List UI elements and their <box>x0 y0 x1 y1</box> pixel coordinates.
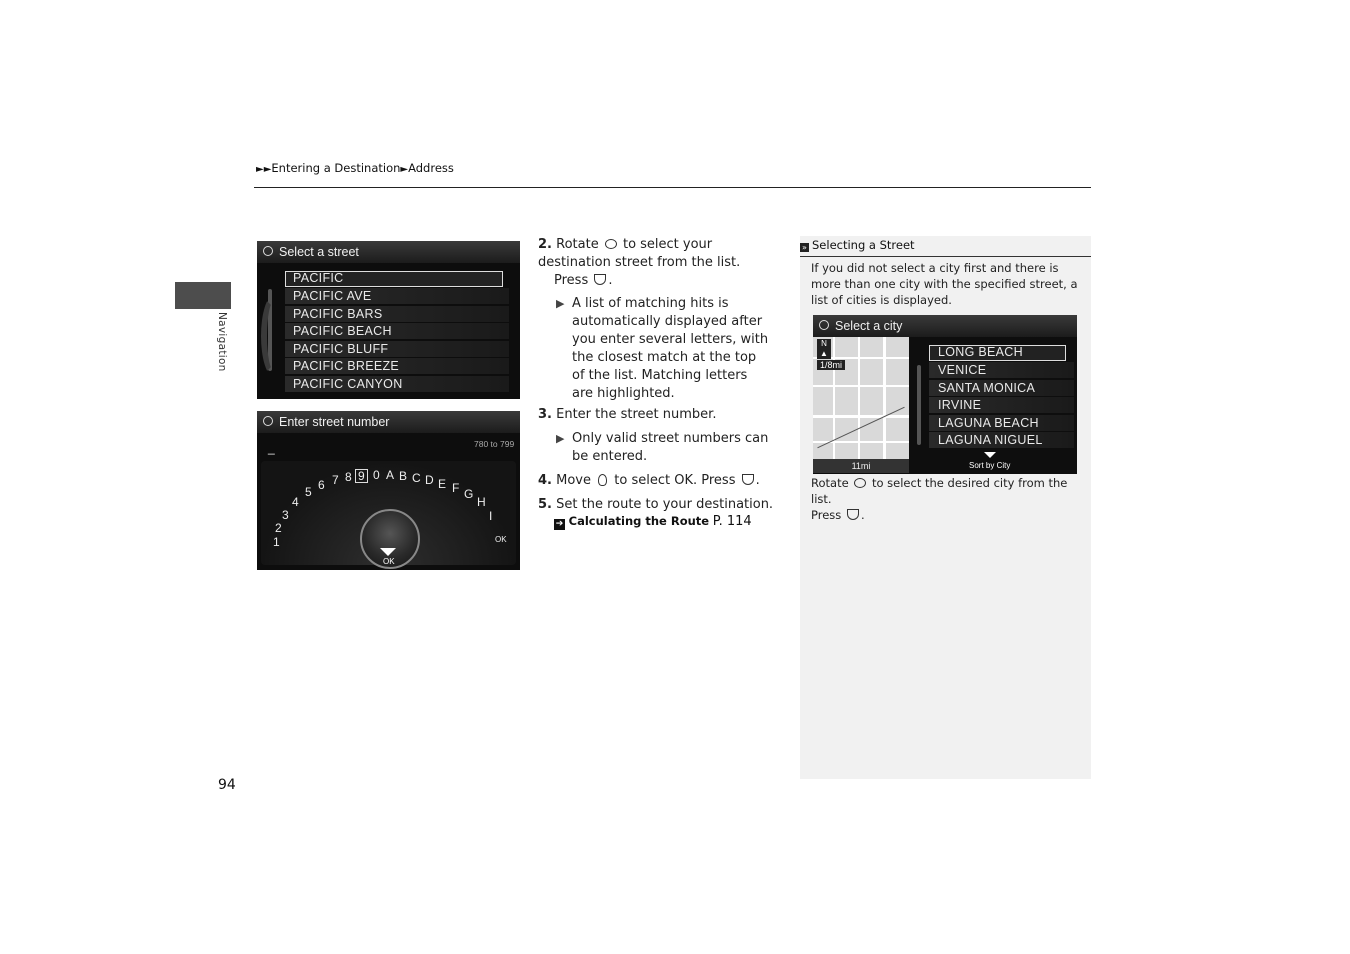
step-5 <box>538 496 778 514</box>
key[interactable]: 3 <box>282 508 289 522</box>
step-number: 5. <box>538 497 552 512</box>
key-selected[interactable]: 9 <box>355 469 368 483</box>
step-text: Enter the street number. <box>556 407 717 422</box>
reference-title[interactable]: Calculating the Route <box>568 514 710 528</box>
ok-key[interactable]: OK <box>495 535 507 544</box>
reference-arrow-icon: ➔ <box>555 519 564 529</box>
page-number: 94 <box>218 777 236 793</box>
screen-title-text: Select a street <box>279 245 359 259</box>
screen-select-city <box>813 315 1077 474</box>
input-cursor[interactable]: _ <box>268 441 275 455</box>
note-sidebar <box>800 236 1091 779</box>
sidebar-caption: Rotate to select the desired city from the list. Press . <box>811 476 1068 522</box>
breadcrumb <box>256 161 454 175</box>
step-2 <box>538 236 778 272</box>
sidebar-heading <box>800 236 1091 257</box>
key[interactable]: 8 <box>345 470 352 484</box>
key[interactable]: 0 <box>373 468 380 482</box>
breadcrumb-part-1[interactable]: Entering a Destination <box>271 161 401 175</box>
step-text: to select your destination street from the list. <box>538 237 741 270</box>
key[interactable]: 6 <box>318 478 325 492</box>
caption-text: Press <box>811 508 842 522</box>
list-item[interactable]: PACIFIC BLUFF <box>285 341 509 357</box>
breadcrumb-arrows: ►► <box>256 164 272 175</box>
screen-title <box>257 241 520 263</box>
reference-page[interactable]: P. 114 <box>712 514 752 529</box>
bullet-arrow-icon: ▶ <box>556 297 565 310</box>
scroll-track <box>917 365 921 445</box>
key[interactable]: D <box>425 473 434 487</box>
list-item[interactable]: PACIFIC BREEZE <box>285 358 509 374</box>
step-text: Move <box>556 473 591 488</box>
key[interactable]: 2 <box>275 521 282 535</box>
key[interactable]: F <box>452 481 460 495</box>
interface-dial-icon <box>854 478 866 488</box>
ok-arrow-icon <box>380 548 396 556</box>
section-tab-label: Navigation <box>216 312 228 372</box>
list-item[interactable]: PACIFIC BEACH <box>285 323 509 339</box>
bullet-arrow-icon: ▶ <box>556 432 565 445</box>
step-number: 4. <box>538 473 552 488</box>
step-3 <box>538 406 778 424</box>
map-scale-bottom: 11mi <box>813 459 909 473</box>
key[interactable]: 4 <box>292 495 299 509</box>
map-view[interactable] <box>813 337 909 473</box>
key[interactable]: B <box>399 469 408 483</box>
list-item[interactable]: PACIFIC <box>285 271 503 287</box>
number-range: 780 to 799 <box>474 439 515 449</box>
list-item[interactable]: PACIFIC AVE <box>285 288 509 304</box>
interface-dial-icon <box>605 239 617 249</box>
voice-icon <box>263 246 273 256</box>
step-4: 4. Move to select OK. Press . <box>538 473 760 488</box>
caption-text: to select the desired city from the list. <box>811 476 1068 506</box>
key[interactable]: 7 <box>332 473 339 487</box>
key[interactable]: G <box>464 487 474 501</box>
screen-enter-number <box>257 411 520 570</box>
list-item[interactable]: LAGUNA BEACH <box>929 415 1074 431</box>
screen-title <box>813 315 1077 337</box>
step-number: 2. <box>538 237 552 252</box>
step-text: . Press <box>693 473 736 488</box>
screen-title-text: Select a city <box>835 319 903 333</box>
screen-title-text: Enter street number <box>279 415 390 429</box>
step-2-note: A list of matching hits is automatically displayed after you enter several letters, with the closest match at the top of the list. Matching letters are highlighted. <box>572 296 769 401</box>
key[interactable]: 1 <box>273 535 280 549</box>
key[interactable]: A <box>386 468 395 482</box>
step-text: Set the route to your destination. <box>556 497 774 512</box>
sidebar-paragraph: If you did not select a city first and there is more than one city with the specified street, a list of cities is displayed. <box>811 261 1078 307</box>
key[interactable]: E <box>438 477 447 491</box>
key[interactable]: 5 <box>305 485 312 499</box>
move-dial-icon <box>598 474 607 486</box>
list-item[interactable]: LAGUNA NIGUEL <box>929 432 1074 448</box>
caption-text: Rotate <box>811 476 849 490</box>
step-number: 3. <box>538 407 552 422</box>
press-dial-icon <box>742 474 754 485</box>
list-item[interactable]: LONG BEACH <box>929 345 1066 361</box>
screen-title <box>257 411 520 433</box>
cross-reference[interactable] <box>554 514 752 530</box>
press-dial-icon <box>594 274 606 285</box>
step-3-note: Only valid street numbers can be entered. <box>572 431 769 464</box>
breadcrumb-separator: ► <box>400 164 409 175</box>
note-marker-icon: » <box>800 243 809 252</box>
voice-icon <box>819 320 829 330</box>
step-text: Rotate <box>556 237 599 252</box>
list-item[interactable]: PACIFIC CANYON <box>285 376 509 392</box>
list-item[interactable]: VENICE <box>929 362 1074 378</box>
list-item[interactable]: PACIFIC BARS <box>285 306 509 322</box>
breadcrumb-part-2[interactable]: Address <box>408 161 454 175</box>
key[interactable]: H <box>477 495 486 509</box>
sort-by-city-button[interactable]: Sort by City <box>969 461 1011 470</box>
dial-arc <box>261 295 287 377</box>
key[interactable]: I <box>489 509 493 523</box>
list-item[interactable]: IRVINE <box>929 397 1074 413</box>
voice-icon <box>263 416 273 426</box>
north-arrow-icon[interactable]: N ▲ <box>817 339 831 359</box>
ok-label[interactable]: OK <box>383 557 395 566</box>
section-tab <box>175 282 231 309</box>
press-dial-icon <box>847 509 859 520</box>
key[interactable]: C <box>412 471 421 485</box>
step-text: to select <box>614 473 671 488</box>
ok-word: OK <box>674 473 693 488</box>
screen-select-street <box>257 241 520 399</box>
header-rule <box>254 187 1091 188</box>
map-scale-top: 1/8mi <box>817 360 845 370</box>
step-text: Press <box>554 273 589 288</box>
list-item[interactable]: SANTA MONICA <box>929 380 1074 396</box>
sort-arrow-icon <box>984 452 996 458</box>
step-2-press: Press . <box>554 273 613 288</box>
sidebar-heading-text: Selecting a Street <box>812 238 915 252</box>
